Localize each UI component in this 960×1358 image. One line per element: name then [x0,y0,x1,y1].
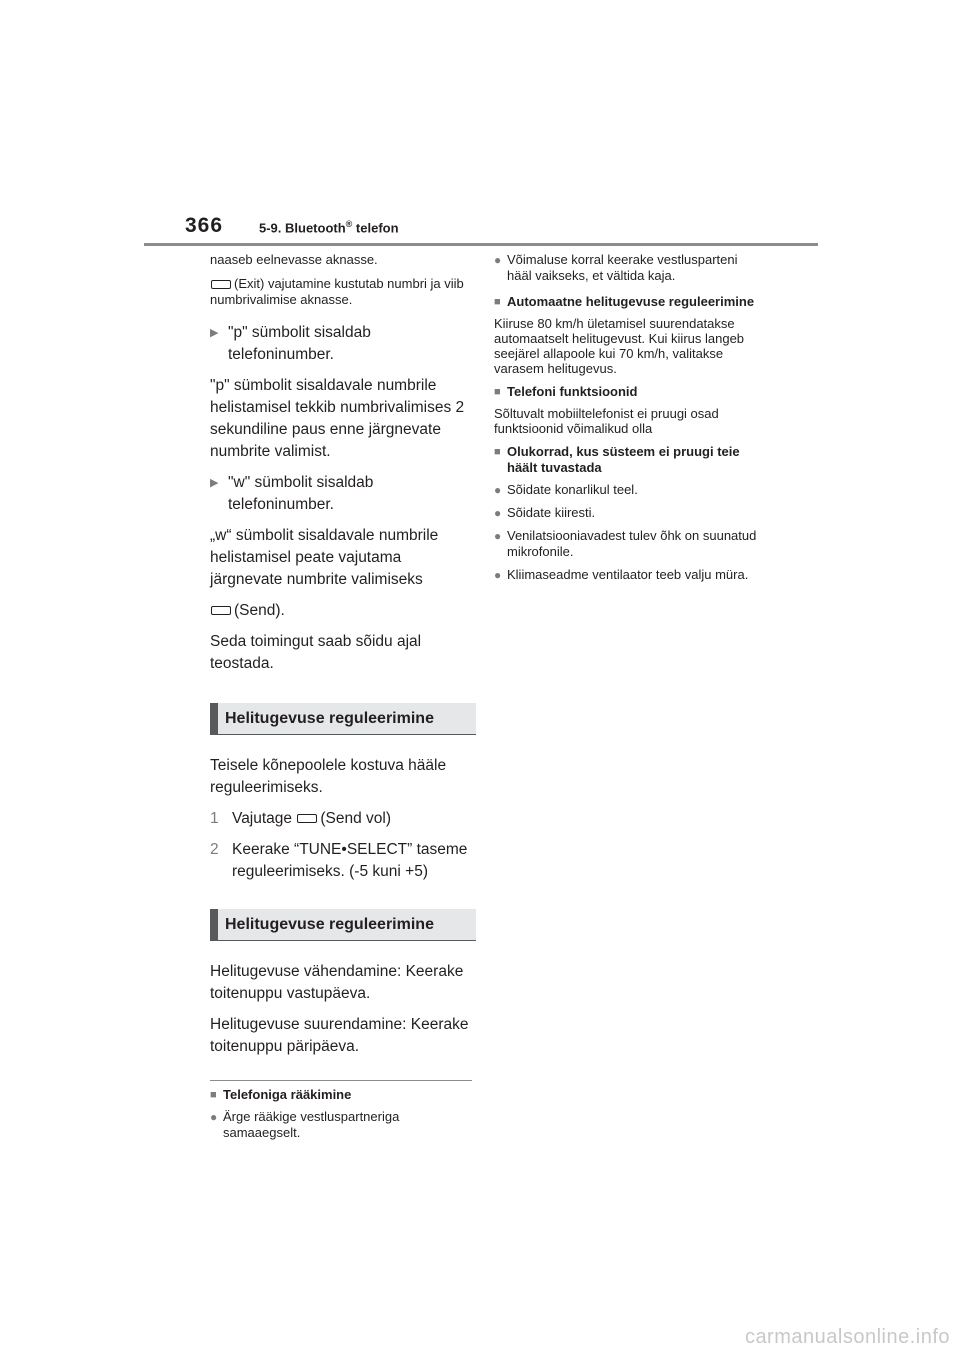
arrow-bullet-icon: ▶ [210,477,219,489]
list-item: ● Kliimaseadme ventilaator teeb valju müra. [494,567,749,582]
paragraph: Seda toimingut saab sõidu ajal teostada. [210,633,422,672]
paragraph: "p" sümbolit sisaldavale numbrile helistamisel tekkib numbrivalimises 2 sekundiline paus enne järgnevate numbrite valimist. [210,377,465,460]
paragraph: (Send). [210,600,472,622]
dot-bullet-icon: ● [494,506,502,520]
square-bullet-icon: ■ [494,386,501,398]
paragraph: Teisele kõnepoolele kostuva hääle reguleerimiseks. [210,757,447,796]
paragraph: naaseb eelnevasse aknasse. [210,252,378,267]
paragraph: (Exit) vajutamine kustutab numbri ja viib numbrivalimise aknasse. [210,276,464,307]
note-heading: ■ Telefoni funktsioonid [494,384,638,399]
step-item: 1 Vajutage (Send vol) [210,810,392,827]
square-bullet-icon: ■ [494,296,501,308]
step-item: 2 Keerake “TUNE•SELECT” taseme reguleerimiseks. (-5 kuni +5) [210,841,468,880]
watermark: carmanualsonline.info [744,1326,950,1348]
note-heading: ■ Automaatne helitugevuse reguleerimine [494,294,755,309]
dot-bullet-icon: ● [494,253,502,267]
section-heading: Helitugevuse reguleerimine [210,703,476,735]
dot-bullet-icon: ● [494,568,502,582]
list-item: ● Ärge rääkige vestluspartneriga samaaegselt. [210,1109,400,1140]
send-button-icon [211,606,231,615]
send-vol-button-icon [297,814,317,823]
dot-bullet-icon: ● [494,529,502,543]
paragraph: „w“ sümbolit sisaldavale numbrile helistamisel peate vajutama järgnevate numbrite valimiseks [210,527,439,588]
list-item: ● Sõidate konarlikul teel. [494,482,638,497]
button-icon [211,280,231,289]
square-bullet-icon: ■ [210,1089,217,1101]
list-item: ● Venilatsiooniavadest tulev õhk on suunatud mikrofonile. [494,528,757,559]
arrow-bullet-icon: ▶ [210,327,219,339]
paragraph: Helitugevuse suurendamine: Keerake toitenuppu päripäeva. [210,1016,469,1055]
right-column [494,252,764,590]
left-column [210,252,472,1148]
list-item: ● Võimaluse korral keerake vestlusparteni hääl vaikseks, et vältida kaja. [494,252,738,283]
note-heading: ■ Olukorrad, kus süsteem ei pruugi teie häält tuvastada [494,444,740,475]
square-bullet-icon: ■ [494,446,501,458]
section-title: 5-9. Bluetooth® telefon [259,219,399,236]
note-heading: ■ Telefoniga rääkimine [210,1087,352,1102]
arrow-item: ▶ "w" sümbolit sisaldab telefoninumber. [210,472,472,516]
paragraph: Helitugevuse vähendamine: Keerake toitenuppu vastupäeva. [210,963,464,1002]
arrow-item: ▶ "p" sümbolit sisaldab telefoninumber. [210,322,472,366]
paragraph: Kiiruse 80 km/h ületamisel suurendatakse automaatselt helitugevust. Kui kiirus langeb seejärel allapoole kui 70 km/h, valitakse varasem helitugevus. [494,316,745,376]
list-item: ● Sõidate kiiresti. [494,505,596,520]
note-divider [210,1080,472,1081]
section-heading: Helitugevuse reguleerimine [210,909,476,941]
dot-bullet-icon: ● [494,483,502,497]
header-divider [144,243,818,246]
paragraph: Sõltuvalt mobiiltelefonist ei pruugi osad funktsioonid võimalikud olla [494,406,719,436]
page-number: 366 [185,214,224,237]
dot-bullet-icon: ● [210,1110,218,1124]
